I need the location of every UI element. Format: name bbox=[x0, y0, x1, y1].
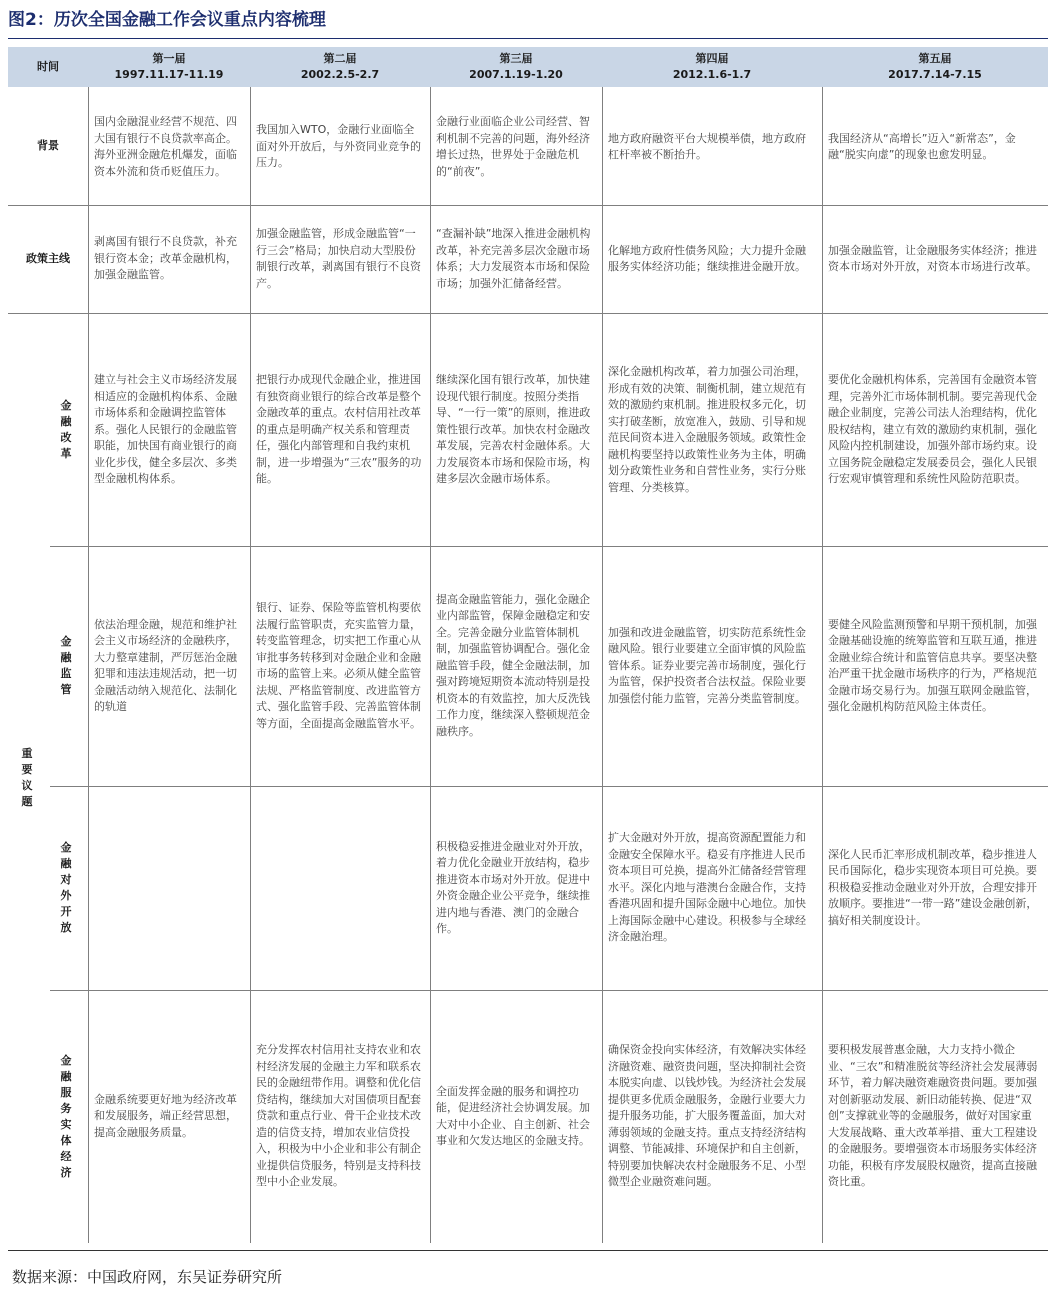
cell-text: 金融系统要更好地为经济改革和发展服务，端正经营思想，提高金融服务质量。 bbox=[94, 1092, 237, 1139]
cell-opening-5 bbox=[822, 790, 1048, 986]
source-note: 数据来源：中国政府网，东吴证券研究所 bbox=[12, 1268, 283, 1286]
cell-text: 加强和改进金融监管，切实防范系统性金融风险。银行业要建立全面审慎的风险监管体系。证券业要完善市场制度，强化行为监管，保护投资者合法权益。保险业要加强偿付能力监管，完善分类监管制度。 bbox=[608, 625, 806, 705]
session-name: 第四届 bbox=[695, 52, 729, 65]
cell-text: 我国经济从“高增长”迈入“新常态”，金融“脱实向虚”的现象也愈发明显。 bbox=[828, 131, 1016, 161]
header-time-label: 时间 bbox=[37, 60, 59, 73]
cell-reform-3 bbox=[430, 317, 602, 543]
row-label-opening: 金融对外开放 bbox=[60, 841, 72, 934]
cell-text: 依法治理金融，规范和维护社会主义市场经济的金融秩序，大力整章建制，严厉惩治金融犯罪和违法违规活动，把一切金融活动纳入规范化、法制化的轨道 bbox=[94, 617, 237, 713]
cell-background-3 bbox=[430, 92, 602, 202]
cell-text: 深化人民币汇率形成机制改革，稳步推进人民币国际化，稳步实现资本项目可兑换。要积极稳妥推动金融业对外开放，合理安排开放顺序。要推进“一带一路”建设金融创新，搞好相关制度设计。 bbox=[828, 847, 1038, 927]
row-divider bbox=[8, 205, 1048, 206]
cell-text: 全面发挥金融的服务和调控功能，促进经济社会协调发展。加大对中小企业、自主创新、社会事业和欠发达地区的金融支持。 bbox=[436, 1084, 590, 1147]
cell-reform-5 bbox=[822, 317, 1048, 543]
session-name: 第三届 bbox=[499, 52, 533, 65]
row-label-supervision: 金融监管 bbox=[60, 635, 72, 696]
header-time bbox=[8, 47, 88, 87]
cell-text: 继续深化国有银行改革，加快建设现代银行制度。按照分类指导、“一行一策”的原则，推进政策性银行改革。加快农村金融改革发展，完善农村金融体系。大力发展资本市场和保险市场，构建多层次金融市场体系。 bbox=[436, 373, 591, 486]
cell-text: 金融行业面临企业公司经营、智利机制不完善的问题，海外经济增长过热，世界处于金融危机的“前夜”。 bbox=[436, 115, 590, 178]
bottom-rule bbox=[8, 1250, 1048, 1251]
cell-policy-3 bbox=[430, 208, 602, 310]
session-name: 第二届 bbox=[323, 52, 357, 65]
cell-background-1 bbox=[88, 92, 250, 202]
header-session-3 bbox=[430, 47, 602, 87]
cell-text: 确保资金投向实体经济，有效解决实体经济融资难、融资贵问题，坚决抑制社会资本脱实向虚、以钱炒钱。为经济社会发展提供更多优质金融服务，金融行业要大力提升服务功能，扩大服务覆盖面，加大对薄弱领域的金融支持。重点支持经济结构调整、节能减排、环境保护和自主创新，特别要加快解决农村金融服务不足、小型微型企业融资难问题。 bbox=[608, 1043, 806, 1189]
cell-opening-4 bbox=[602, 790, 822, 986]
cell-text: 深化金融机构改革，着力加强公司治理，形成有效的决策、制衡机制，建立规范有效的激励约束机制。推进股权多元化，切实打破垄断，放宽准入，鼓励、引导和规范民间资本进入金融服务领域。政策性金融机构要坚持以政策性业务为主体，明确划分政策性业务和自营性业务，实行分账管理、分类核算。 bbox=[608, 365, 806, 494]
session-date: 2002.2.5-2.7 bbox=[300, 68, 380, 81]
cell-text: “查漏补缺”地深入推进金融机构改革，补充完善多层次金融市场体系；大力发展资本市场和保险市场；加强外汇储备经营。 bbox=[436, 227, 591, 290]
cell-text: 积极稳妥推进金融业对外开放，着力优化金融业开放结构，稳步推进资本市场对外开放。促进中外资金融企业公平竞争，继续推进内地与香港、澳门的金融合作。 bbox=[436, 839, 590, 935]
cell-background-4 bbox=[602, 92, 822, 202]
header-session-5 bbox=[822, 47, 1048, 87]
cell-policy-4 bbox=[602, 208, 822, 310]
cell-service-2 bbox=[250, 994, 430, 1239]
cell-text: 要积极发展普惠金融，大力支持小微企业、“三农”和精准脱贫等经济社会发展薄弱环节，着力解决融资难融资贵问题。要加强对创新驱动发展、新旧动能转换、促进“双创”支撑就业等的金融服务，做好对国家重大发展战略、重大改革举措、重大工程建设的金融服务。要增强资本市场服务实体经济功能，积极有序发展股权融资，提高直接融资比重。 bbox=[828, 1043, 1038, 1189]
row-label-service: 金融服务实体经济 bbox=[60, 1053, 72, 1179]
title-rule bbox=[8, 38, 1048, 39]
session-name: 第五届 bbox=[918, 52, 952, 65]
group-label-key-topics: 重要议题 bbox=[21, 747, 33, 808]
cell-text: 要优化金融机构体系，完善国有金融资本管理，完善外汇市场体制机制。要完善现代金融企业制度，完善公司法人治理结构，优化股权结构，建立有效的激励约束机制，强化风险内控机制建设，加强外部市场约束。设立国务院金融稳定发展委员会，强化人民银行宏观审慎管理和系统性风险防范职责。 bbox=[828, 373, 1037, 486]
cell-policy-5 bbox=[822, 208, 1048, 310]
cell-text: 加强金融监管，形成金融监管“一行三会”格局；加快启动大型股份制银行改革，剥离国有银行不良资产。 bbox=[256, 227, 421, 290]
cell-text: 化解地方政府性债务风险；大力提升金融服务实体经济功能；继续推进金融开放。 bbox=[608, 243, 806, 273]
cell-supervision-5 bbox=[822, 550, 1048, 782]
cell-background-5 bbox=[822, 92, 1048, 202]
row-divider bbox=[50, 786, 1048, 787]
cell-background-2 bbox=[250, 92, 430, 202]
session-date: 1997.11.17-11.19 bbox=[114, 68, 224, 81]
cell-opening-3 bbox=[430, 790, 602, 986]
session-date: 2017.7.14-7.15 bbox=[888, 68, 982, 81]
header-session-4 bbox=[602, 47, 822, 87]
cell-supervision-3 bbox=[430, 550, 602, 782]
cell-text: 加强金融监管，让金融服务实体经济；推进资本市场对外开放，对资本市场进行改革。 bbox=[828, 243, 1037, 273]
table-header bbox=[8, 47, 1048, 87]
header-session-2 bbox=[250, 47, 430, 87]
cell-text: 把银行办成现代金融企业，推进国有独资商业银行的综合改革是整个金融改革的重点。农村信用社改革的重点是明确产权关系和管理责任，强化内部管理和自我约束机制，进一步增强为“三农”服务的功能。 bbox=[256, 373, 422, 486]
cell-opening-2 bbox=[250, 790, 430, 986]
row-divider bbox=[50, 990, 1048, 991]
cell-text: 扩大金融对外开放，提高资源配置能力和金融安全保障水平。稳妥有序推进人民币资本项目可兑换，提高外汇储备经营管理水平。深化内地与港澳台金融合作，支持香港巩固和提升国际金融中心地位。加快上海国际金融中心建设。积极参与全球经济金融治理。 bbox=[608, 831, 806, 944]
cell-reform-1 bbox=[88, 317, 250, 543]
row-divider bbox=[50, 546, 1048, 547]
cell-reform-2 bbox=[250, 317, 430, 543]
row-label-reform: 金融改革 bbox=[60, 398, 72, 460]
cell-service-5 bbox=[822, 994, 1048, 1239]
row-divider bbox=[8, 313, 1048, 314]
cell-reform-4 bbox=[602, 317, 822, 543]
cell-text: 充分发挥农村信用社支持农业和农村经济发展的金融主力军和联系农民的金融纽带作用。调整和优化信贷结构，继续加大对国债项目配套贷款和重点行业、骨干企业技术改造的信贷支持，增加农业信贷投入，积极为中小企业和非公有制企业提供信贷服务，特别是支持科技型中小企业发展。 bbox=[256, 1043, 421, 1189]
cell-supervision-2 bbox=[250, 550, 430, 782]
row-label-background: 背景 bbox=[37, 139, 59, 152]
cell-text: 地方政府融资平台大规模举债，地方政府杠杆率被不断抬升。 bbox=[608, 131, 806, 161]
cell-supervision-1 bbox=[88, 550, 250, 782]
cell-policy-1 bbox=[88, 208, 250, 310]
cell-text: 提高金融监管能力，强化金融企业内部监管，保障金融稳定和安全。完善金融分业监管体制机制，加强监管协调配合。强化金融监管手段，健全金融法制，加强对跨境短期资本流动特别是投机资本的有效监控，加大反洗钱工作力度，继续深入整顿规范金融秩序。 bbox=[436, 592, 590, 738]
cell-opening-1 bbox=[88, 790, 250, 986]
cell-service-3 bbox=[430, 994, 602, 1239]
row-label-policy: 政策主线 bbox=[26, 252, 70, 265]
cell-text: 要健全风险监测预警和早期干预机制，加强金融基础设施的统筹监管和互联互通，推进金融业综合统计和监管信息共享。要坚决整治严重干扰金融市场秩序的行为，严格规范金融市场交易行为。加强互联网金融监管，强化金融机构防范风险主体责任。 bbox=[828, 617, 1037, 713]
cell-supervision-4 bbox=[602, 550, 822, 782]
session-name: 第一届 bbox=[152, 52, 186, 65]
cell-text: 我国加入WTO，金融行业面临全面对外开放后，与外资同业竞争的压力。 bbox=[256, 123, 421, 170]
session-date: 2007.1.19-1.20 bbox=[469, 68, 563, 81]
figure-title: 图2：历次全国金融工作会议重点内容梳理 bbox=[8, 10, 326, 30]
header-session-1 bbox=[88, 47, 250, 87]
cell-text: 银行、证券、保险等监管机构要依法履行监管职责，充实监管力量，转变监管理念，切实把工作重心从审批事务转移到对金融企业和金融市场的监管上来。必须从健全监管法规、严格监管制度、改进监管方式、强化监管手段、完善监管体制等方面，全面提高金融监管水平。 bbox=[256, 601, 421, 730]
cell-text: 剥离国有银行不良贷款，补充银行资本金；改革金融机构，加强金融监管。 bbox=[94, 235, 237, 282]
cell-policy-2 bbox=[250, 208, 430, 310]
session-date: 2012.1.6-1.7 bbox=[672, 68, 752, 81]
cell-text: 国内金融混业经营不规范、四大国有银行不良贷款率高企。海外亚洲金融危机爆发，面临资本外流和货币贬值压力。 bbox=[94, 115, 237, 178]
cell-service-1 bbox=[88, 994, 250, 1239]
cell-text: 建立与社会主义市场经济发展相适应的金融机构体系、金融市场体系和金融调控监管体系。强化人民银行的金融监管职能，加快国有商业银行的商业化步伐，健全多层次、多类型金融机构体系。 bbox=[94, 373, 237, 486]
cell-service-4 bbox=[602, 994, 822, 1239]
